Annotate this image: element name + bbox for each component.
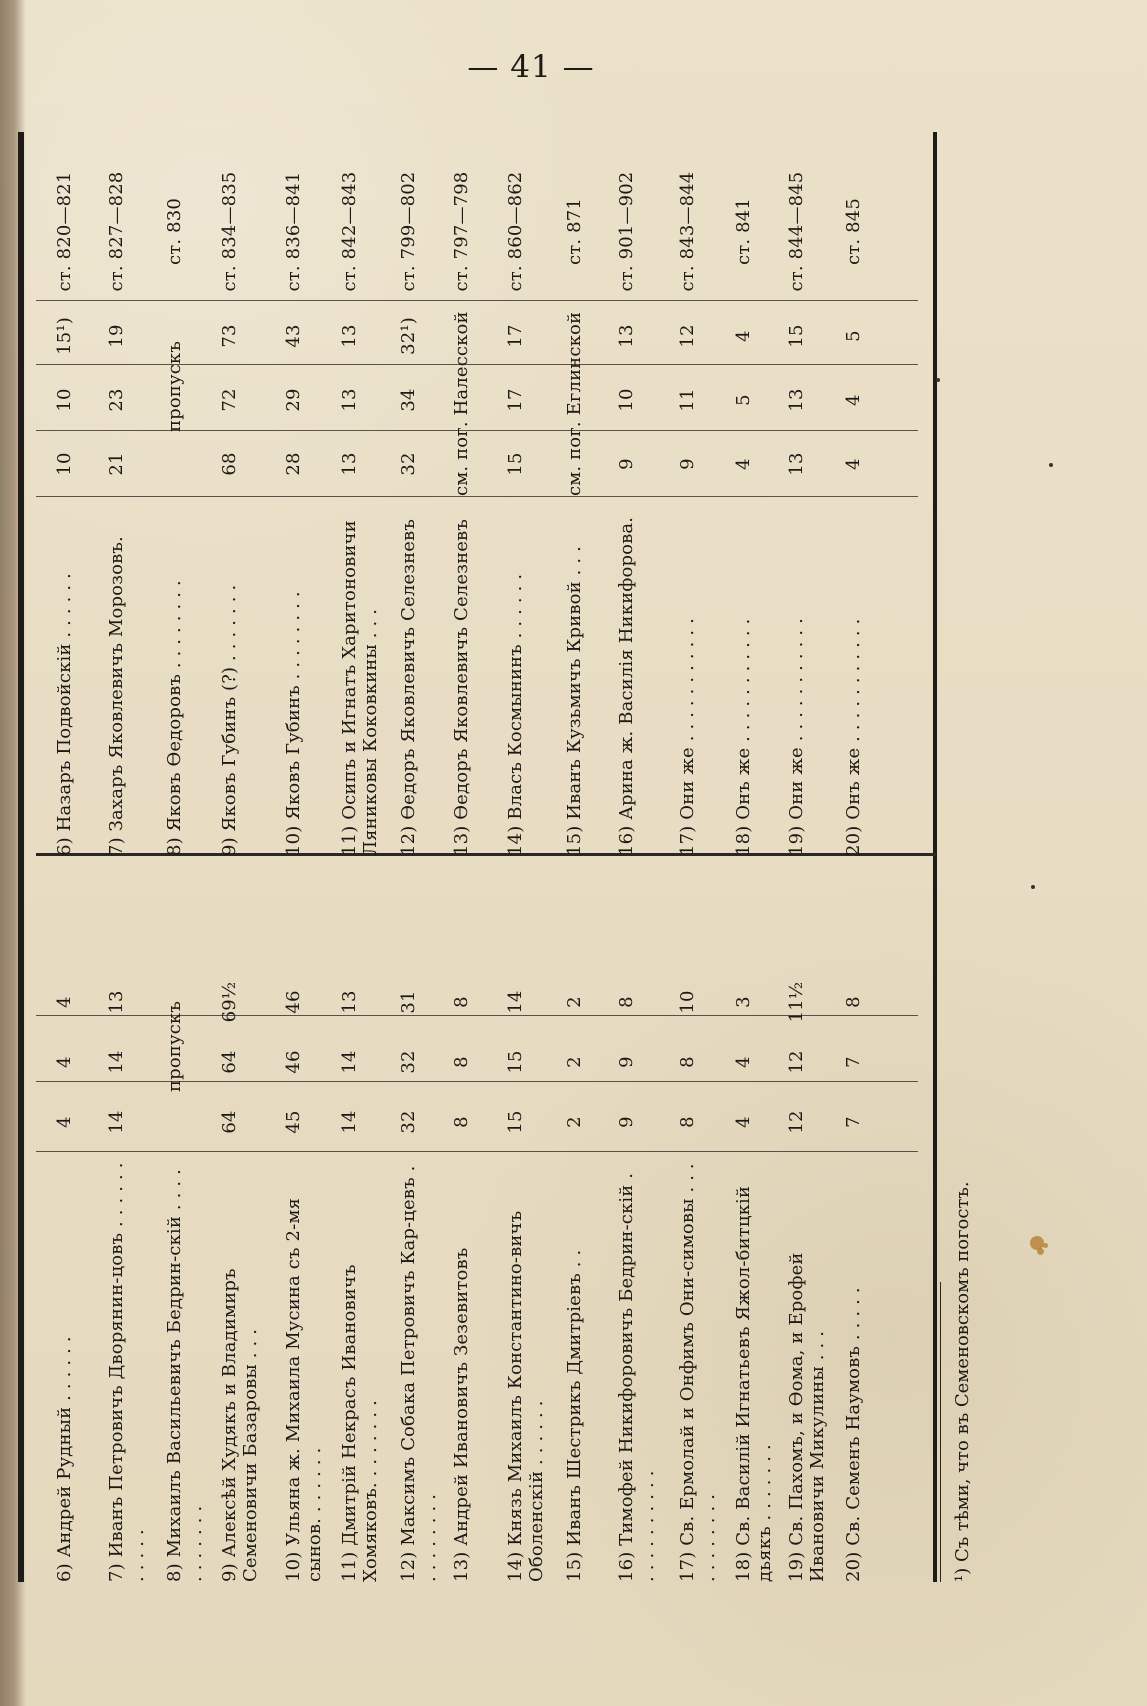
right-value-2: 10: [616, 388, 637, 412]
right-table-row: [164, 151, 185, 856]
left-table: [36, 853, 936, 1582]
right-row-label: 18) Онъ же . . . . . . . . . . .: [733, 618, 754, 856]
right-table-row: [564, 151, 585, 856]
right-value-3: 13: [339, 324, 360, 348]
right-value-3: 13: [616, 324, 637, 348]
left-table-row: [339, 856, 381, 1582]
left-row-label: 15) Иванъ Шестрикъ Дмитріевъ . .: [564, 1249, 585, 1582]
right-value-2: 23: [106, 388, 127, 412]
right-row-label: 13) Ѳедоръ Яковлевичъ Селезневъ: [451, 519, 472, 856]
left-row-label: 19) Св. Пахомъ, и Ѳома, и Ерофей Ивановичи Микулины . . .: [786, 1252, 829, 1582]
right-value-1: 4: [843, 458, 864, 470]
left-value-1: 14: [339, 1110, 360, 1134]
reference-cell: ст. 842—843: [339, 171, 360, 292]
left-row-label: 20) Св. Семенъ Наумовъ . . . . .: [843, 1287, 864, 1582]
right-row-label: 17) Они же . . . . . . . . . . .: [677, 617, 698, 856]
right-value-1: 9: [677, 458, 698, 470]
right-table-row: [219, 151, 240, 856]
left-value-3: 13: [106, 990, 127, 1014]
left-value-1: 4: [54, 1116, 75, 1128]
left-row-label: 18) Св. Василій Игнатьевъ Яжол-битцкій дьякъ . . . . . . .: [733, 1185, 776, 1582]
left-value-3: 10: [677, 990, 698, 1014]
right-table-row: [733, 151, 754, 856]
left-value-2: 14: [106, 1050, 127, 1074]
right-value-3: 12: [677, 324, 698, 348]
left-value-2: 12: [786, 1050, 807, 1074]
right-row-label: 14) Власъ Космынинъ . . . . . .: [505, 573, 526, 856]
reference-cell: ст. 834—835: [219, 171, 240, 292]
left-value-1: 45: [283, 1110, 304, 1134]
right-table-row: [451, 151, 472, 856]
left-table-row: [564, 856, 585, 1582]
left-value-3: 13: [339, 990, 360, 1014]
reference-cell: ст. 799—802: [398, 171, 419, 292]
right-value-1: 32: [398, 452, 419, 476]
right-value-1: 13: [339, 452, 360, 476]
right-value-2: 13: [339, 388, 360, 412]
left-value-1: 4: [733, 1116, 754, 1128]
left-value-3: 31: [398, 990, 419, 1014]
left-value-3: 4: [54, 996, 75, 1008]
right-value-1: см. пог. Налесской: [451, 311, 472, 496]
rotated-table-wrapper: [18, 132, 978, 1582]
right-value-1: 4: [733, 458, 754, 470]
paper-mark: [1049, 463, 1053, 467]
right-value-3: 4: [733, 330, 754, 342]
right-table-row: [398, 151, 419, 856]
left-value-2: 8: [451, 1056, 472, 1068]
right-row-label: 19) Они же . . . . . . . . . . .: [786, 617, 807, 856]
left-value-3: 14: [505, 990, 526, 1014]
left-row-label: 6) Андрей Рудный . . . . . .: [54, 1336, 75, 1582]
left-row-label: 12) Максимъ Собака Петровичъ Кар-цевъ . . . . . . . . .: [398, 1165, 441, 1582]
left-value-1: 8: [677, 1116, 698, 1128]
left-value-2: 15: [505, 1050, 526, 1074]
reference-cell: ст. 836—841: [283, 171, 304, 292]
left-row-label: 8) Михаилъ Васильевичъ Бедрин-скій . . . . . . . . . . .: [164, 1169, 207, 1582]
left-value-1: 14: [106, 1110, 127, 1134]
reference-cell: ст. 871: [564, 198, 585, 265]
right-row-label: 12) Ѳедоръ Яковлевичъ Селезневъ: [398, 519, 419, 856]
left-value-2: 8: [677, 1056, 698, 1068]
right-table-row: [54, 151, 75, 856]
right-table-row: [505, 151, 526, 856]
left-table-row: [219, 856, 261, 1582]
right-value-3: 5: [843, 330, 864, 342]
reference-cell: ст. 860—862: [505, 171, 526, 292]
left-value-3: 3: [733, 996, 754, 1008]
right-value-3: 73: [219, 324, 240, 348]
right-value-3: 43: [283, 324, 304, 348]
left-value-2: 9: [616, 1056, 637, 1068]
right-value-2: 34: [398, 388, 419, 412]
right-value-1: 10: [54, 452, 75, 476]
left-row-label: 14) Князь Михаилъ Константино-вичъ Оболенскій . . . . . .: [505, 1210, 548, 1582]
reference-cell: ст. 841: [733, 198, 754, 265]
right-value-3: 17: [505, 324, 526, 348]
left-value-2: 4: [54, 1056, 75, 1068]
page-number: — 41 —: [467, 49, 595, 85]
left-value-1: 9: [616, 1116, 637, 1128]
right-row-label: 15) Иванъ Кузьмичъ Кривой . . .: [564, 546, 585, 856]
left-table-row: [616, 856, 658, 1582]
left-value-1: 32: [398, 1110, 419, 1134]
left-table-row: [733, 856, 775, 1582]
reference-cell: ст. 797—798: [451, 171, 472, 292]
left-value-1: 7: [843, 1116, 864, 1128]
right-value-2: 29: [283, 388, 304, 412]
left-row-label: 7) Иванъ Петровичъ Дворянин-цовъ . . . . . . . . . . .: [106, 1162, 149, 1582]
left-table-row: [54, 856, 75, 1582]
left-table-row: [677, 856, 719, 1582]
right-table-row: [283, 151, 304, 856]
reference-cell: ст. 845: [843, 198, 864, 265]
right-value-1: 9: [616, 458, 637, 470]
left-value-1: 15: [505, 1110, 526, 1134]
right-value-2: 13: [786, 388, 807, 412]
left-value-2: 46: [283, 1050, 304, 1074]
right-row-label: 16) Арина ж. Василія Никифорова.: [616, 516, 637, 856]
right-row-label: 7) Захаръ Яковлевичъ Морозовъ.: [106, 536, 127, 856]
left-row-label: 10) Ульяна ж. Михаила Мусина съ 2-мя сынов. . . . . . .: [283, 1198, 326, 1582]
left-value-3: 8: [843, 996, 864, 1008]
paper-mark: [936, 378, 940, 382]
right-value-1: 28: [283, 452, 304, 476]
left-table-row: [843, 856, 864, 1582]
left-row-label: 11) Дмитрій Некрасъ Ивановичъ Хомяковъ. . . . . . . .: [339, 1264, 382, 1582]
left-value-1: 8: [451, 1116, 472, 1128]
table-frame: [18, 132, 978, 1582]
left-row-label: 9) Алексѣй Худякъ и Владимиръ Семеновичи Базаровы . . .: [219, 1268, 262, 1582]
right-value-2: пропускъ: [164, 341, 185, 432]
reference-cell: ст. 827—828: [106, 171, 127, 292]
reference-cell: ст. 844—845: [786, 171, 807, 292]
right-row-label: 11) Осипъ и Игнатъ Харитоновичи Ляниковы Коковкины . . .: [339, 520, 382, 856]
right-table-row: [677, 151, 698, 856]
left-value-1: 12: [786, 1110, 807, 1134]
right-table: [36, 151, 936, 856]
left-row-label: 17) Св. Ермолай и Онфимъ Они-симовы . . . . . . . . . . .: [677, 1163, 720, 1582]
footnote: ¹) Съ тѣми, что въ Семеновскомъ погостъ.: [952, 1181, 973, 1582]
right-table-row: [106, 151, 127, 856]
paper-stain: [1037, 1248, 1044, 1255]
left-table-row: [164, 856, 206, 1582]
right-table-row: [339, 151, 381, 856]
reference-cell: ст. 830: [164, 198, 185, 265]
paper-stain: [1043, 1243, 1048, 1248]
paper-mark: [1031, 885, 1035, 889]
left-value-3: 8: [616, 996, 637, 1008]
left-row-label: 13) Андрей Ивановичъ Зезевитовъ: [451, 1247, 472, 1582]
left-table-row: [786, 856, 828, 1582]
reference-cell: ст. 820—821: [54, 171, 75, 292]
right-value-3: 32¹): [398, 317, 419, 355]
right-value-2: 5: [733, 394, 754, 406]
right-value-1: 21: [106, 452, 127, 476]
left-value-3: 8: [451, 996, 472, 1008]
left-value-2: пропускъ: [164, 1001, 185, 1092]
right-value-1: см. пог. Еглинской: [564, 311, 585, 496]
left-value-2: 14: [339, 1050, 360, 1074]
left-table-row: [505, 856, 547, 1582]
left-table-row: [398, 856, 440, 1582]
right-value-2: 72: [219, 388, 240, 412]
left-table-row: [106, 856, 148, 1582]
right-value-3: 15: [786, 324, 807, 348]
left-value-3: 11½: [786, 981, 807, 1023]
left-table-row: [283, 856, 325, 1582]
left-value-2: 7: [843, 1056, 864, 1068]
left-value-3: 46: [283, 990, 304, 1014]
footnote-rule: [940, 1282, 941, 1582]
right-row-label: 9) Яковъ Губинъ (?) . . . . . . .: [219, 584, 240, 856]
reference-cell: ст. 843—844: [677, 171, 698, 292]
right-value-1: 13: [786, 452, 807, 476]
right-value-2: 4: [843, 394, 864, 406]
right-table-row: [616, 151, 637, 856]
top-rule: [18, 132, 24, 1582]
left-row-label: 16) Тимофей Никифоровичъ Бедрин-скій . . . . . . . . . . .: [616, 1172, 659, 1582]
right-row-label: 20) Онъ же . . . . . . . . . . .: [843, 618, 864, 856]
right-table-row: [786, 151, 807, 856]
left-value-1: 2: [564, 1116, 585, 1128]
reference-cell: ст. 901—902: [616, 171, 637, 292]
right-row-label: 6) Назаръ Подвойскій . . . . . .: [54, 573, 75, 856]
right-table-row: [843, 151, 864, 856]
right-value-1: 15: [505, 452, 526, 476]
left-value-2: 64: [219, 1050, 240, 1074]
right-value-3: 15¹): [54, 317, 75, 355]
left-value-1: 64: [219, 1110, 240, 1134]
right-row-label: 10) Яковъ Губинъ . . . . . . . .: [283, 591, 304, 856]
left-value-2: 32: [398, 1050, 419, 1074]
right-value-2: 10: [54, 388, 75, 412]
left-value-2: 4: [733, 1056, 754, 1068]
left-value-3: 69½: [219, 981, 240, 1023]
left-value-2: 2: [564, 1056, 585, 1068]
left-table-row: [451, 856, 472, 1582]
right-value-2: 11: [677, 388, 698, 412]
right-row-label: 8) Яковъ Ѳедоровъ . . . . . . . .: [164, 580, 185, 856]
left-value-3: 2: [564, 996, 585, 1008]
right-value-1: 68: [219, 452, 240, 476]
right-value-2: 17: [505, 388, 526, 412]
right-value-3: 19: [106, 324, 127, 348]
